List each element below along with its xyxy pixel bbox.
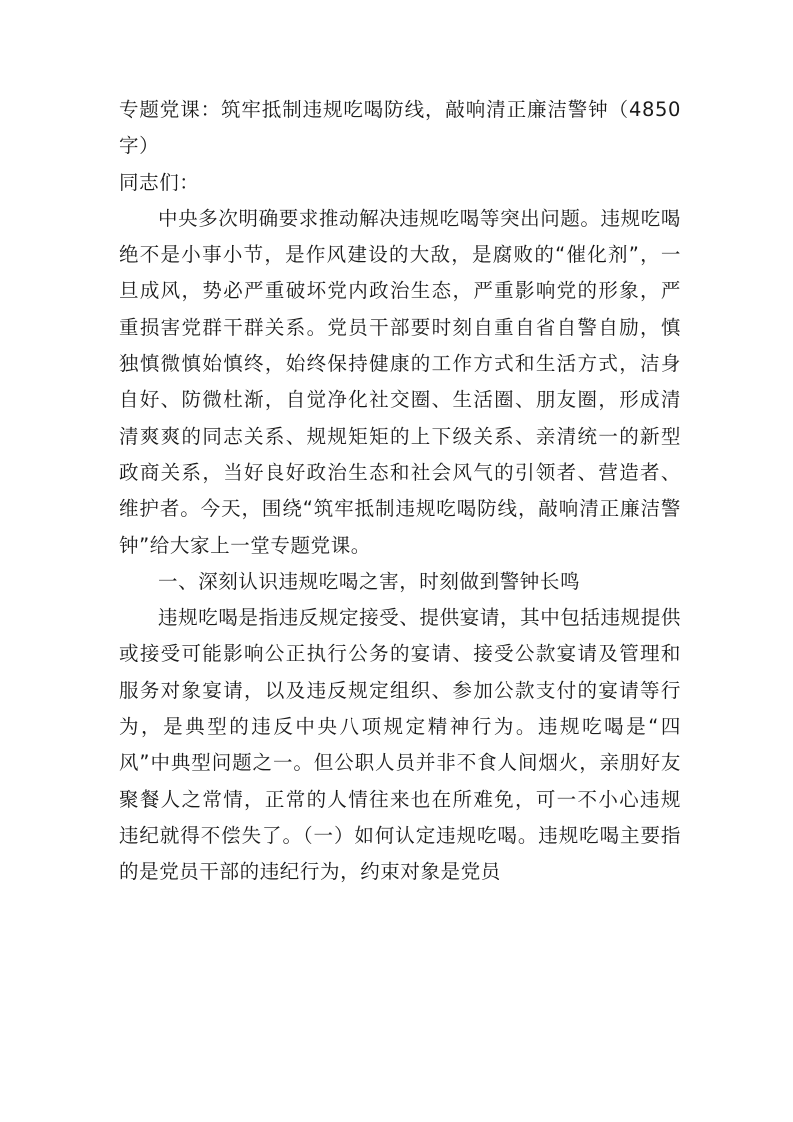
section-heading: 一、深刻认识违规吃喝之害，时刻做到警钟长鸣 bbox=[158, 569, 581, 593]
paragraph-section-one: 违规吃喝是指违反规定接受、提供宴请，其中包括违规提供或接受可能影响公正执行公务的宴请、接受公款宴请及管理和服务对象宴请，以及违反规定组织、参加公款支付的宴请等行为，是典型的违反中央八项规定精神行为。违规吃喝是“四风”中典型问题之一。但公职人员并非不食人间烟火，亲朋好友聚餐人之常情，正常的人情往来也在所难免，可一不小心违规违纪就得不偿失了。（一）如何认定违规吃喝。违规吃喝主要指的是党员干部的违纪行为，约束对象是党员 bbox=[119, 606, 681, 884]
document-title: 专题党课：筑牢抵制违规吃喝防线，敲响清正廉洁警钟（4850字） bbox=[119, 98, 681, 158]
document-body bbox=[119, 92, 681, 891]
paragraph-intro: 中央多次明确要求推动解决违规吃喝等突出问题。违规吃喝绝不是小事小节，是作风建设的大敌，是腐败的“催化剂”，一旦成风，势必严重破坏党内政治生态，严重影响党的形象，严重损害党群干群关系。党员干部要时刻自重自省自警自励，慎独慎微慎始慎终，始终保持健康的工作方式和生活方式，洁身自好、防微杜渐，自觉净化社交圈、生活圈、朋友圈，形成清清爽爽的同志关系、规规矩矩的上下级关系、亲清统一的新型政商关系，当好良好政治生态和社会风气的引领者、营造者、维护者。今天，围绕“筑牢抵制违规吃喝防线，敲响清正廉洁警钟”给大家上一堂专题党课。 bbox=[119, 206, 681, 557]
greeting: 同志们： bbox=[119, 170, 200, 194]
